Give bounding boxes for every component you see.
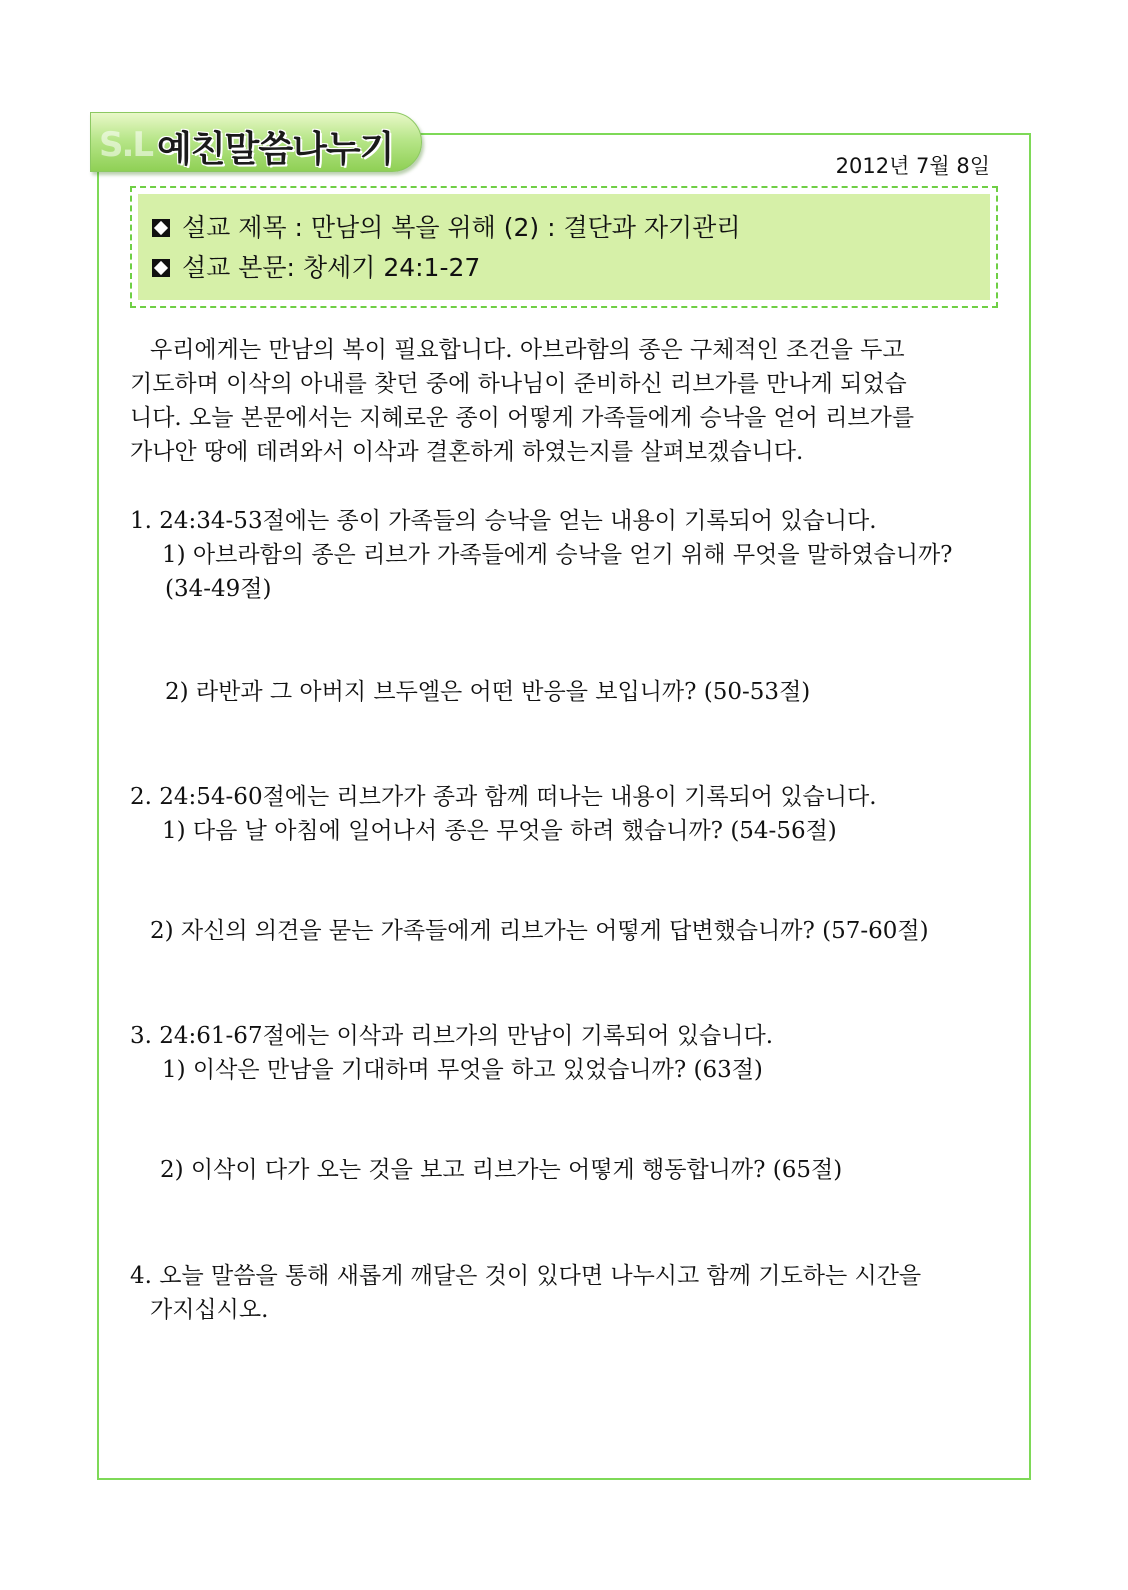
diamond-icon	[152, 219, 170, 237]
question-3-1: 1) 이삭은 만남을 기대하며 무엇을 하고 있었습니까? (63절)	[162, 1057, 763, 1083]
question-2-2: 2) 자신의 의견을 묻는 가족들에게 리브가는 어떻게 답변했습니까? (57-60절)	[150, 918, 929, 944]
question-1-1-reference: (34-49절)	[165, 576, 272, 602]
page-title: 예친말씀나누기	[157, 129, 394, 170]
sermon-text-line	[152, 248, 990, 288]
diamond-icon	[152, 259, 170, 277]
sermon-title-line	[152, 208, 990, 248]
question-2-1: 1) 다음 날 아침에 일어나서 종은 무엇을 하려 했습니까? (54-56절)	[162, 818, 837, 844]
question-1-2: 2) 라반과 그 아버지 브두엘은 어떤 반응을 보입니까? (50-53절)	[165, 679, 811, 705]
sermon-info-box	[130, 186, 998, 308]
sermon-scripture-text: 설교 본문: 창세기 24:1-27	[182, 253, 481, 282]
intro-line-3: 니다. 오늘 본문에서는 지혜로운 종이 어떻게 가족들에게 승낙을 얻어 리브가를	[130, 405, 915, 431]
sermon-info-inner	[138, 194, 990, 300]
question-3-2: 2) 이삭이 다가 오는 것을 보고 리브가는 어떻게 행동합니까? (65절)	[160, 1157, 843, 1183]
date-label: 2012년 7월 8일	[835, 154, 990, 178]
question-3: 3. 24:61-67절에는 이삭과 리브가의 만남이 기록되어 있습니다.	[130, 1023, 774, 1049]
question-1-1: 1) 아브라함의 종은 리브가 가족들에게 승낙을 얻기 위해 무엇을 말하였습니까?	[162, 542, 953, 568]
question-4: 4. 오늘 말씀을 통해 새롭게 깨달은 것이 있다면 나누시고 함께 기도하는 시간을	[130, 1263, 922, 1289]
question-1: 1. 24:34-53절에는 종이 가족들의 승낙을 얻는 내용이 기록되어 있습니다.	[130, 508, 877, 534]
question-4-continuation: 가지십시오.	[150, 1297, 269, 1323]
title-banner	[90, 112, 422, 172]
intro-line-1: 우리에게는 만남의 복이 필요합니다. 아브라함의 종은 구체적인 조건을 두고	[150, 337, 905, 363]
intro-line-2: 기도하며 이삭의 아내를 찾던 중에 하나님이 준비하신 리브가를 만나게 되었습	[130, 371, 907, 397]
intro-line-4: 가나안 땅에 데려와서 이삭과 결혼하게 하였는지를 살펴보겠습니다.	[130, 439, 804, 465]
sermon-title-text: 설교 제목 : 만남의 복을 위해 (2) : 결단과 자기관리	[182, 213, 741, 242]
banner-decoration: S.L	[99, 125, 153, 165]
question-2: 2. 24:54-60절에는 리브가가 종과 함께 떠나는 내용이 기록되어 있습니다.	[130, 784, 877, 810]
